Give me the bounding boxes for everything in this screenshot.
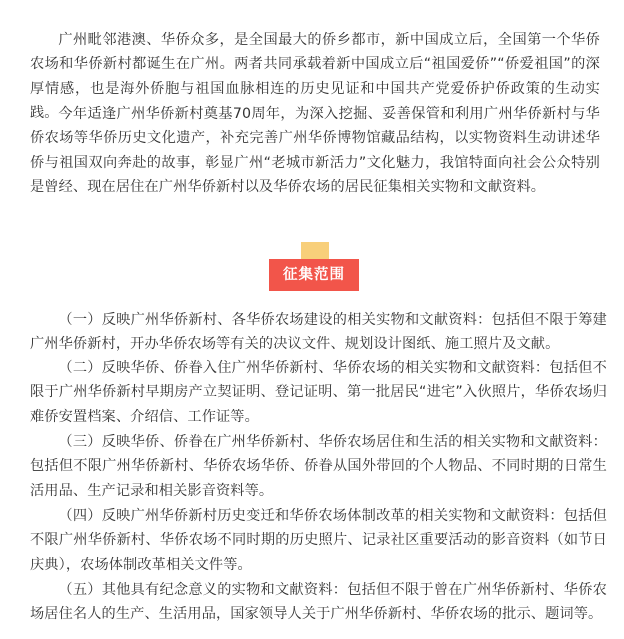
scope-item-4: （四）反映广州华侨新村历史变迁和华侨农场体制改革的相关实物和文献资料：包括但不限广州华侨新村、华侨农场不同时期的历史照片、记录社区重要活动的影音资料（如节日庆典），农场体制改革相关文件等。 <box>30 508 607 573</box>
scope-item-3: （三）反映华侨、侨眷在广州华侨新村、华侨农场居住和生活的相关实物和文献资料：包括但不限广州华侨新村、华侨农场华侨、侨眷从国外带回的个人物品、不同时期的日常生活用品、生产记录和相关影音资料等。 <box>30 434 607 499</box>
heading-decoration-tab <box>301 242 329 260</box>
scope-item-1: （一）反映广州华侨新村、各华侨农场建设的相关实物和文献资料：包括但不限于筹建广州华侨新村，开办华侨农场等有关的决议文件、规划设计图纸、施工照片及文献。 <box>30 312 607 353</box>
section-title: 征集范围 <box>269 259 359 291</box>
intro-paragraph-2: 今年适逢广州华侨新村奠基70周年，为深入挖掘、妥善保管和利用广州华侨新村与华侨农场等华侨历史文化遗产，补充完善广州华侨博物馆藏品结构，以实物资料生动讲述华侨与祖国双向奔赴的故事，彰显广州“老城市新活力”文化魅力，我馆特面向社会公众特别是曾经、现在居住在广州华侨新村以及华侨农场的居民征集相关实物和文献资料。 <box>30 106 600 196</box>
scope-item-5: （五）其他具有纪念意义的实物和文献资料：包括但不限于曾在广州华侨新村、华侨农场居住名人的生产、生活用品，国家领导人关于广州华侨新村、华侨农场的批示、题词等。 <box>30 582 607 623</box>
intro-paragraph-1: 广州毗邻港澳、华侨众多，是全国最大的侨乡都市，新中国成立后，全国第一个华侨农场和华侨新村都诞生在广州。两者共同承载着新中国成立后“祖国爱侨”“侨爱祖国”的深厚情感，也是海外侨胞与祖国血脉相连的历史见证和中国共产党爱侨护侨政策的生动实践。 <box>30 32 600 122</box>
section-heading <box>269 242 359 300</box>
scope-item-2: （二）反映华侨、侨眷入住广州华侨新村、华侨农场的相关实物和文献资料：包括但不限于广州华侨新村早期房产立契证明、登记证明、第一批居民“进宅”入伙照片，华侨农场归难侨安置档案、介绍信、工作证等。 <box>30 360 607 425</box>
